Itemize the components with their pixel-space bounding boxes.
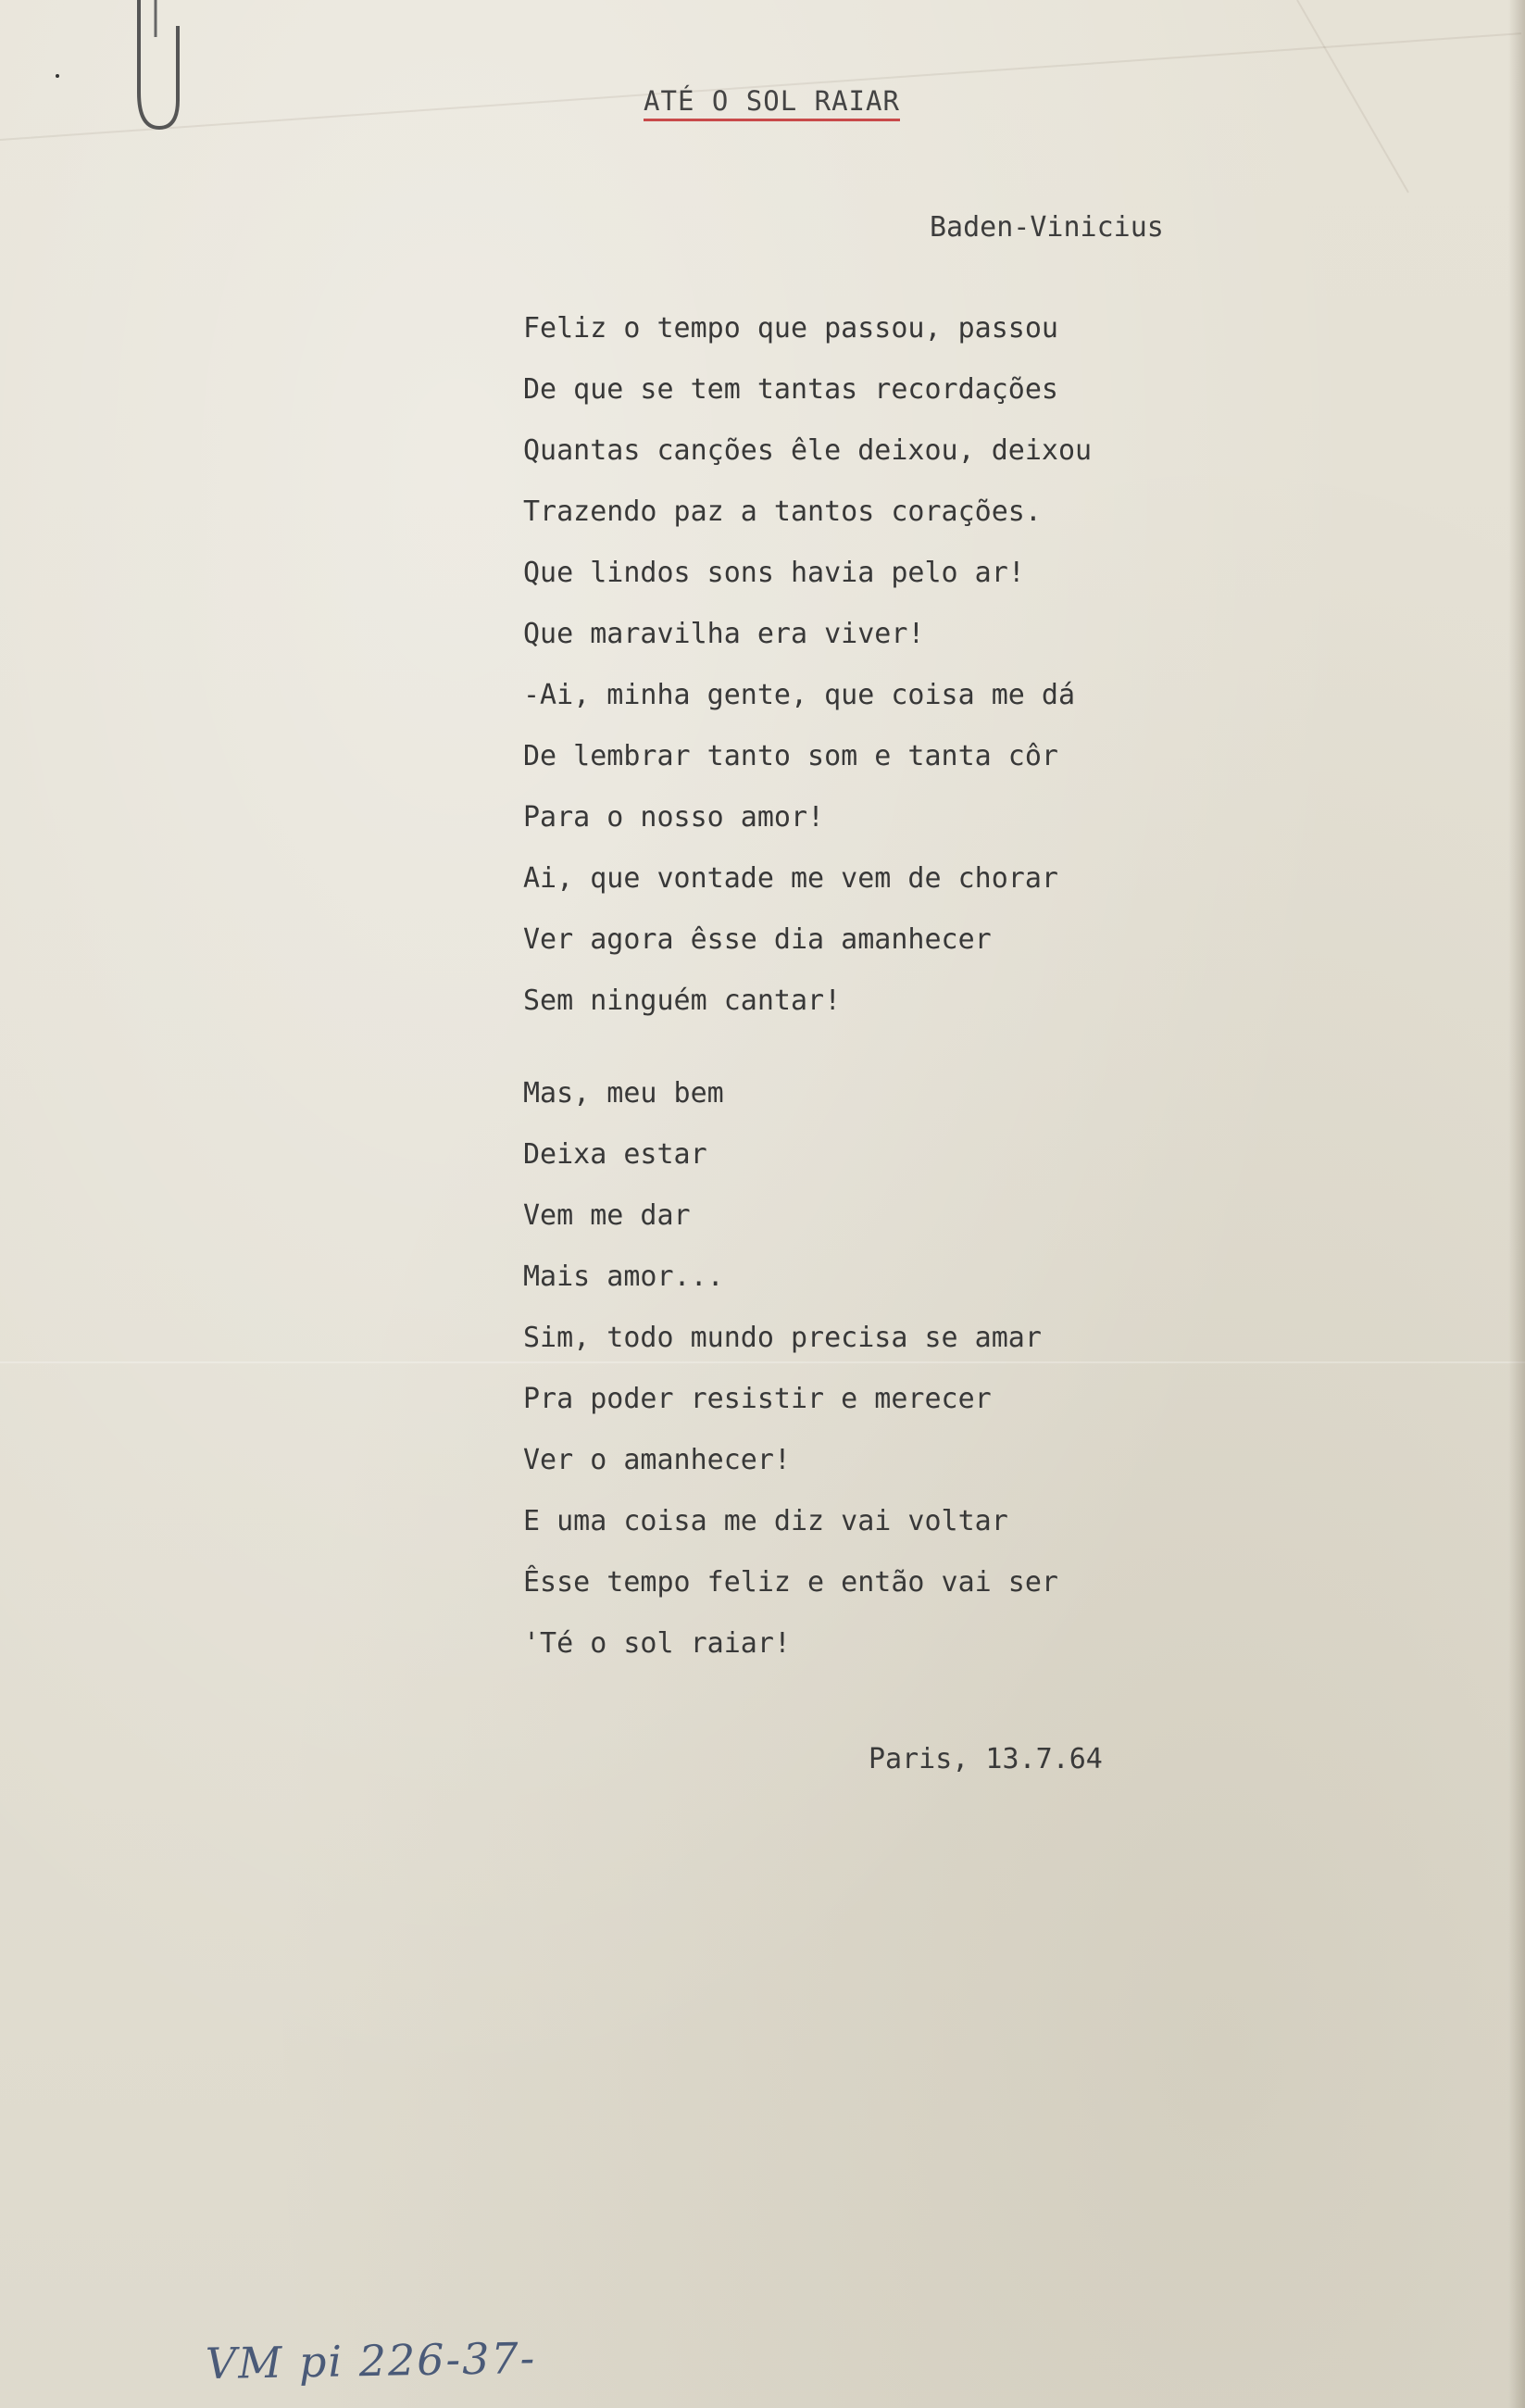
paper-edge-shadow bbox=[1508, 0, 1525, 2408]
ink-mark bbox=[56, 74, 59, 78]
verse-line: Que lindos sons havia pelo ar! bbox=[523, 557, 1025, 589]
place-date: Paris, 13.7.64 bbox=[869, 1743, 1103, 1775]
song-title: ATÉ O SOL RAIAR bbox=[644, 85, 900, 121]
verse-line: -Ai, minha gente, que coisa me dá bbox=[523, 679, 1076, 711]
lyrics bbox=[523, 298, 1356, 1674]
verse-line: E uma coisa me diz vai voltar bbox=[523, 1505, 1008, 1537]
verse-line: Ver o amanhecer! bbox=[523, 1444, 791, 1476]
verse-line: Para o nosso amor! bbox=[523, 801, 825, 834]
verse-line: Sem ninguém cantar! bbox=[523, 985, 842, 1017]
verse-line: Ver agora êsse dia amanhecer bbox=[523, 923, 992, 956]
verse-line: Que maravilha era viver! bbox=[523, 618, 925, 650]
verse-line: Ai, que vontade me vem de chorar bbox=[523, 862, 1058, 895]
verse-line: De que se tem tantas recordações bbox=[523, 373, 1058, 406]
stanza-1 bbox=[523, 298, 1356, 1032]
verse-line: 'Té o sol raiar! bbox=[523, 1627, 791, 1660]
handwritten-catalog-note: VM pi 226-37- bbox=[205, 2332, 537, 2389]
verse-line: Quantas canções êle deixou, deixou bbox=[523, 434, 1093, 467]
verse-line: Feliz o tempo que passou, passou bbox=[523, 312, 1058, 345]
author-credit: Baden-Vinicius bbox=[930, 211, 1164, 244]
verse-line: Vem me dar bbox=[523, 1199, 691, 1232]
stanza-2 bbox=[523, 1063, 1356, 1674]
verse-line: De lembrar tanto som e tanta côr bbox=[523, 740, 1058, 772]
verse-line: Sim, todo mundo precisa se amar bbox=[523, 1322, 1042, 1354]
verse-line: Mais amor... bbox=[523, 1260, 724, 1293]
verse-line: Êsse tempo feliz e então vai ser bbox=[523, 1566, 1058, 1599]
verse-line: Trazendo paz a tantos corações. bbox=[523, 495, 1042, 528]
verse-line: Deixa estar bbox=[523, 1138, 707, 1171]
title-container bbox=[0, 85, 1525, 121]
verse-line: Mas, meu bem bbox=[523, 1077, 724, 1110]
verse-line: Pra poder resistir e merecer bbox=[523, 1383, 992, 1415]
